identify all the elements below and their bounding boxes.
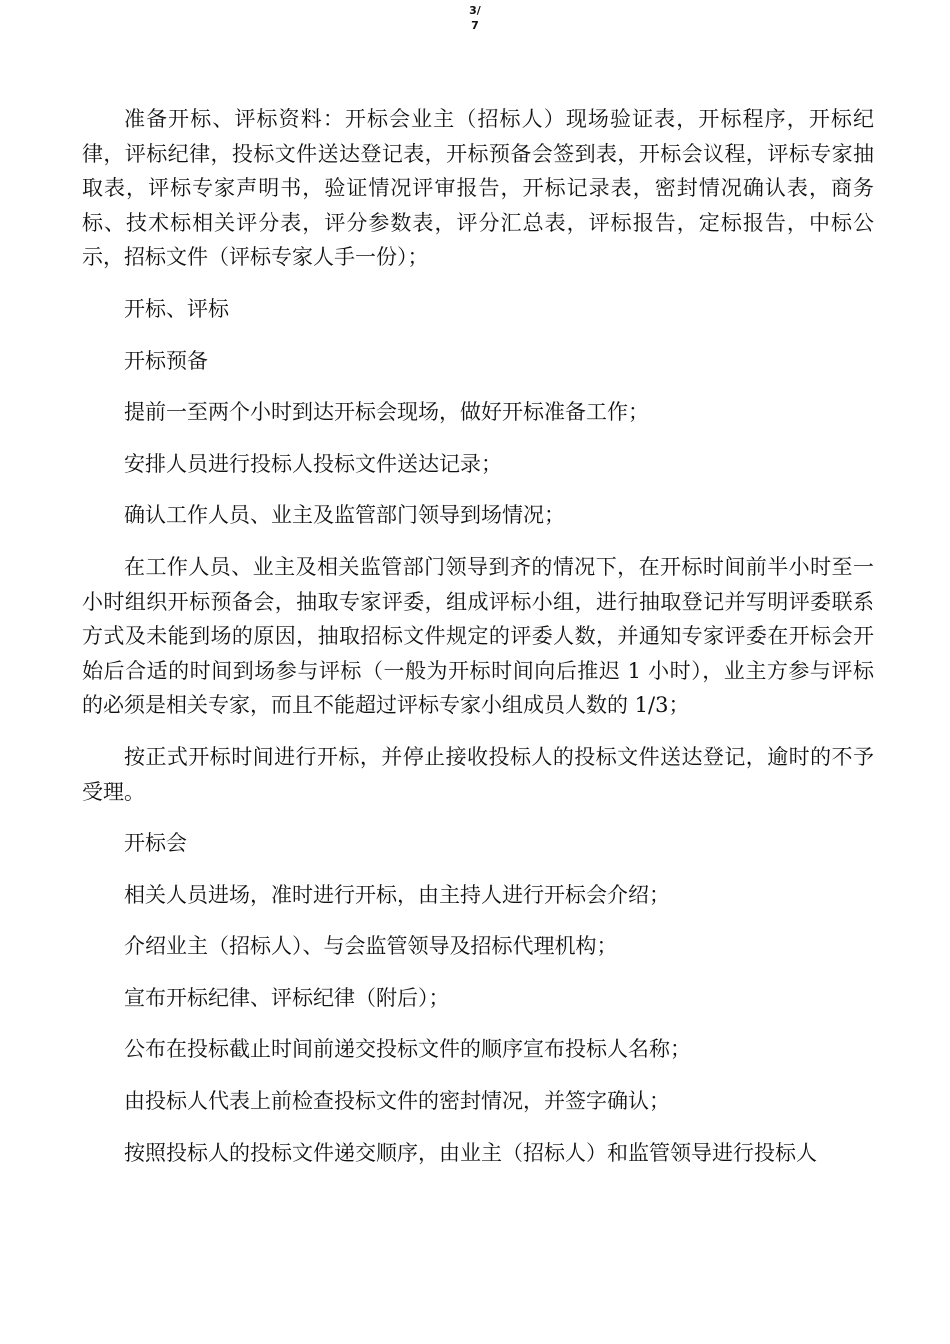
paragraph-bid-order: 按照投标人的投标文件递交顺序，由业主（招标人）和监管领导进行投标人 — [124, 1140, 817, 1165]
heading-opening-preparation: 开标预备 — [124, 348, 208, 373]
paragraph-arrange-staff: 安排人员进行投标人投标文件送达记录； — [124, 451, 502, 476]
paragraph-enter-venue: 相关人员进场，准时进行开标，由主持人进行开标会介绍； — [124, 882, 670, 907]
page-number-current: 3/ — [469, 4, 481, 17]
paragraph-materials: 准备开标、评标资料：开标会业主（招标人）现场验证表，开标程序，开标纪律，评标纪律，投标文件送达登记表，开标预备会签到表，开标会议程，评标专家抽取表，评标专家声明书，验证情况评审报告，开标记录表，密封情况确认表，商务标、技术标相关评分表，评分参数表，评分汇总表，评标报告，定标报告，中标公示，招标文件（评标专家人手一份）； — [82, 107, 874, 270]
page-number — [463, 3, 487, 33]
document-body — [82, 102, 874, 1187]
paragraph-announce-rules: 宣布开标纪律、评标纪律（附后）； — [124, 985, 450, 1010]
paragraph-check-seals: 由投标人代表上前检查投标文件的密封情况，并签字确认； — [124, 1089, 670, 1114]
paragraph-pre-meeting: 在工作人员、业主及相关监管部门领导到齐的情况下，在开标时间前半小时至一小时组织开标预备会，抽取专家评委，组成评标小组，进行抽取登记并写明评委联系方式及未能到场的原因，抽取招标文件规定的评委人数，并通知专家评委在开标会开始后合适的时间到场参与评标（一般为开标时间向后推迟 1 小时），业主方参与评标的必须是相关专家，而且不能超过评标专家小组成员人数的 1/3； — [82, 554, 874, 718]
paragraph-announce-bidders: 公布在投标截止时间前递交投标文件的顺序宣布投标人名称； — [124, 1037, 691, 1062]
paragraph-formal-opening: 按正式开标时间进行开标，并停止接收投标人的投标文件送达登记，逾时的不予受理。 — [82, 744, 874, 804]
paragraph-confirm-attendance: 确认工作人员、业主及监管部门领导到场情况； — [124, 503, 565, 528]
paragraph-introduce-parties: 介绍业主（招标人）、与会监管领导及招标代理机构； — [124, 934, 618, 959]
heading-opening-meeting: 开标会 — [124, 831, 187, 856]
heading-opening-evaluation: 开标、评标 — [124, 296, 229, 321]
page-number-total: 7 — [471, 19, 479, 32]
paragraph-arrive-early: 提前一至两个小时到达开标会现场，做好开标准备工作； — [124, 400, 649, 425]
